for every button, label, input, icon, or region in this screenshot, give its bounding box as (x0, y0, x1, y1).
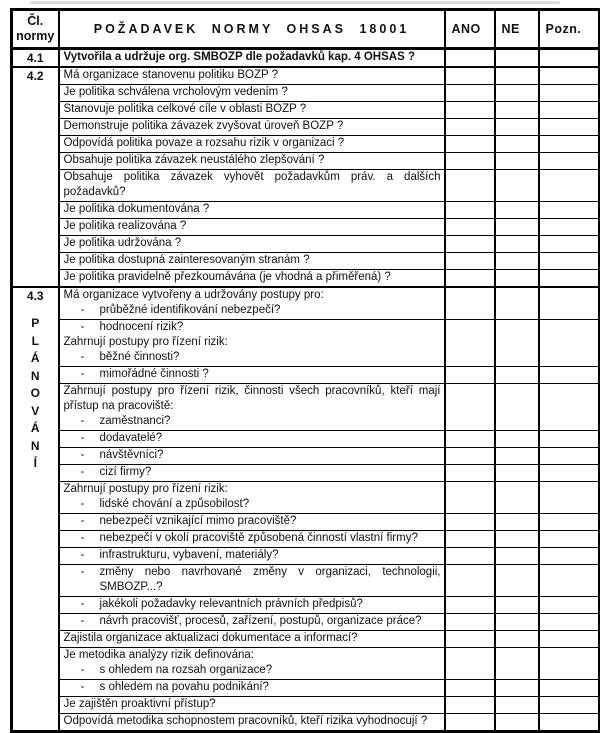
requirement-cell (59, 119, 445, 136)
requirement-line (64, 431, 441, 446)
requirement-cell (59, 219, 445, 236)
table-row (12, 448, 600, 465)
note-cell[interactable] (539, 270, 600, 288)
requirement-text: Je metodika analýzy rizik definována: (63, 649, 254, 661)
vertical-label-letter: N (30, 368, 40, 383)
ano-cell[interactable] (445, 219, 495, 236)
ne-cell[interactable] (495, 270, 539, 288)
note-cell[interactable] (539, 384, 600, 431)
requirement-text: změny nebo navrhované změny v organizaci, technologii, (99, 566, 441, 578)
bullet-dash: - (80, 466, 85, 478)
ano-cell[interactable] (445, 49, 495, 68)
vertical-label-letter: V (31, 403, 40, 418)
note-cell[interactable] (539, 697, 600, 714)
note-cell[interactable] (539, 170, 600, 202)
table-row (12, 270, 600, 288)
col-header-ano: ANO (445, 10, 495, 49)
requirement-text: SMBOZP...? (99, 581, 163, 593)
requirement-line (64, 270, 441, 285)
table-row (12, 153, 600, 170)
note-cell[interactable] (539, 119, 600, 136)
note-cell[interactable] (539, 236, 600, 253)
requirement-cell (59, 680, 445, 697)
requirement-line (64, 548, 441, 563)
ano-cell[interactable] (445, 531, 495, 548)
vertical-label-letter: O (30, 386, 40, 400)
table-row (12, 49, 600, 68)
ano-cell[interactable] (445, 548, 495, 565)
note-cell[interactable] (539, 287, 600, 320)
ano-cell[interactable] (445, 367, 495, 384)
note-cell[interactable] (539, 136, 600, 153)
requirement-text: Vytvořila a udržuje org. SMBOZP dle požadavků kap. 4 OHSAS ? (63, 51, 415, 63)
requirement-line (64, 303, 441, 318)
ano-cell[interactable] (445, 153, 495, 170)
vertical-label-letter: Á (30, 351, 40, 365)
requirement-cell (59, 85, 445, 102)
ne-cell[interactable] (495, 597, 539, 614)
table-row (12, 67, 600, 85)
requirement-line (64, 597, 441, 612)
requirement-cell (59, 548, 445, 565)
requirement-line (64, 697, 441, 712)
requirement-line (64, 202, 441, 217)
requirement-line (64, 614, 441, 629)
requirement-text: Zajistila organizace aktualizaci dokumentace a informací? (63, 632, 358, 644)
ne-cell[interactable] (495, 49, 539, 68)
requirement-cell (59, 49, 445, 68)
requirement-line (64, 663, 441, 678)
requirement-line (64, 153, 441, 168)
ne-cell[interactable] (495, 697, 539, 714)
bullet-dash: - (80, 664, 85, 676)
requirement-line (64, 714, 441, 729)
ne-cell[interactable] (495, 614, 539, 631)
ano-cell[interactable] (445, 67, 495, 85)
note-cell[interactable] (539, 565, 600, 597)
table-row (12, 219, 600, 236)
ano-cell[interactable] (445, 320, 495, 367)
requirement-text: Je politika dostupná zainteresovaným stranám ? (63, 254, 310, 266)
ne-cell[interactable] (495, 253, 539, 270)
requirement-text: Zahrnují postupy pro řízení rizik: (63, 336, 228, 348)
requirement-text: Je politika udržována ? (63, 237, 182, 249)
ne-cell[interactable] (495, 287, 539, 320)
requirement-cell (59, 320, 445, 367)
table-row (12, 614, 600, 631)
section-number-cell (12, 287, 59, 732)
vertical-label-letter: P (31, 316, 40, 330)
bullet-dash: - (80, 615, 85, 627)
requirement-line (64, 465, 441, 480)
table-row (12, 102, 600, 119)
table-row (12, 320, 600, 367)
ano-cell[interactable] (445, 85, 495, 102)
requirement-text: s ohledem na povahu podnikání? (99, 681, 269, 693)
ne-cell[interactable] (495, 631, 539, 648)
bullet-dash: - (80, 549, 85, 561)
vertical-label-letter: L (31, 333, 39, 348)
requirement-text: návrh pracovišť, procesů, zařízení, postupů, organizace práce? (99, 615, 422, 627)
col-header-requirement: POŽADAVEK NORMY OHSAS 18001 (59, 10, 445, 49)
table-row (12, 714, 600, 732)
note-cell[interactable] (539, 482, 600, 514)
requirement-line (64, 219, 441, 234)
note-cell[interactable] (539, 514, 600, 531)
section-number: 4.2 (26, 69, 44, 83)
requirement-line (64, 580, 441, 595)
ano-cell[interactable] (445, 270, 495, 288)
note-cell[interactable] (539, 367, 600, 384)
requirement-cell (59, 236, 445, 253)
requirement-text: požadavků? (63, 186, 126, 198)
ano-cell[interactable] (445, 170, 495, 202)
requirement-text: Odpovídá politika povaze a rozsahu rizik v organizaci ? (63, 137, 345, 149)
requirement-cell (59, 482, 445, 514)
ano-cell[interactable] (445, 448, 495, 465)
table-row (12, 631, 600, 648)
col-header-norm (12, 10, 59, 49)
bullet-dash: - (80, 432, 85, 444)
ne-cell[interactable] (495, 548, 539, 565)
note-cell[interactable] (539, 531, 600, 548)
requirement-cell (59, 153, 445, 170)
requirement-line (64, 414, 441, 429)
bullet-dash: - (80, 351, 85, 363)
ano-cell[interactable] (445, 482, 495, 514)
ano-cell[interactable] (445, 697, 495, 714)
note-cell[interactable] (539, 631, 600, 648)
section-number-cell (12, 67, 59, 287)
requirement-text: nebezpečí v okolí pracoviště způsobená činností vlastní firmy? (99, 532, 418, 544)
requirement-cell (59, 170, 445, 202)
note-cell[interactable] (539, 85, 600, 102)
note-cell[interactable] (539, 202, 600, 219)
ne-cell[interactable] (495, 384, 539, 431)
requirement-cell (59, 465, 445, 482)
bullet-dash: - (80, 498, 85, 510)
table-row (12, 119, 600, 136)
requirement-text: jakékoli požadavky relevantních právních předpisů? (99, 598, 363, 610)
requirement-text: Zahrnují postupy pro řízení rizik: (63, 483, 228, 495)
requirement-line (64, 648, 441, 663)
requirement-cell (59, 648, 445, 680)
requirement-line (64, 102, 441, 117)
requirement-text: infrastrukturu, vybavení, materiály? (99, 549, 279, 561)
note-cell[interactable] (539, 67, 600, 85)
requirement-cell (59, 431, 445, 448)
requirement-text: mimořádné činnosti ? (99, 368, 209, 380)
table-row (12, 85, 600, 102)
table-row (12, 531, 600, 548)
bullet-dash: - (80, 321, 85, 333)
requirement-line (64, 119, 441, 134)
col-header-pozn: Pozn. (539, 10, 600, 49)
requirement-line (64, 136, 441, 151)
ano-cell[interactable] (445, 384, 495, 431)
table-row (12, 367, 600, 384)
ne-cell[interactable] (495, 170, 539, 202)
requirement-text: běžné činnosti? (99, 351, 180, 363)
requirement-line (64, 482, 441, 497)
requirement-text: Je politika pravidelně přezkoumávána (je vhodná a přiměřená) ? (63, 271, 391, 283)
ne-cell[interactable] (495, 648, 539, 680)
requirement-line (64, 448, 441, 463)
requirement-cell (59, 514, 445, 531)
ne-cell[interactable] (495, 67, 539, 85)
requirement-cell (59, 714, 445, 732)
requirement-line (64, 68, 441, 83)
requirement-cell (59, 448, 445, 465)
vertical-label-letter: N (30, 438, 40, 453)
ano-cell[interactable] (445, 597, 495, 614)
ano-cell[interactable] (445, 119, 495, 136)
requirement-text: s ohledem na rozsah organizace? (99, 664, 273, 676)
note-cell[interactable] (539, 431, 600, 448)
requirement-line (64, 531, 441, 546)
requirement-cell (59, 102, 445, 119)
requirement-text: Zahrnují postupy pro řízení rizik, činnosti všech pracovníků, kteří mají (63, 385, 441, 397)
note-cell[interactable] (539, 448, 600, 465)
section-vertical-label (13, 315, 58, 473)
ano-cell[interactable] (445, 202, 495, 219)
table-row (12, 548, 600, 565)
requirement-cell (59, 67, 445, 85)
ne-cell[interactable] (495, 465, 539, 482)
vertical-label-letter: Í (33, 456, 37, 470)
ne-cell[interactable] (495, 236, 539, 253)
col-header-ne: NE (495, 10, 539, 49)
requirement-text: cizí firmy? (99, 466, 152, 478)
requirement-line (64, 367, 441, 382)
table-row (12, 482, 600, 514)
ne-cell[interactable] (495, 448, 539, 465)
requirement-line (64, 399, 441, 414)
table-row (12, 431, 600, 448)
section-number: 4.3 (26, 289, 44, 303)
requirement-text: průběžné identifikování nebezpečí? (99, 304, 281, 316)
requirement-text: Je politika realizována ? (63, 220, 187, 232)
ne-cell[interactable] (495, 565, 539, 597)
requirement-text: Stanovuje politika celkové cíle v oblasti BOZP ? (63, 103, 307, 115)
requirement-line (64, 170, 441, 185)
ne-cell[interactable] (495, 219, 539, 236)
ne-cell[interactable] (495, 136, 539, 153)
ne-cell[interactable] (495, 119, 539, 136)
requirement-line (64, 236, 441, 251)
requirement-cell (59, 287, 445, 320)
ne-cell[interactable] (495, 482, 539, 514)
requirement-line (64, 384, 441, 399)
bullet-dash: - (80, 681, 85, 693)
section-number-cell (12, 49, 59, 68)
requirement-text: Je politika schválena vrcholovým vedením ? (63, 86, 288, 98)
note-cell[interactable] (539, 253, 600, 270)
col-header-norm-line2: normy (16, 29, 55, 43)
requirement-line (64, 631, 441, 646)
requirement-text: Má organizace vytvořeny a udržovány postupy pro: (63, 289, 324, 301)
table-row (12, 697, 600, 714)
table-row (12, 136, 600, 153)
requirement-line (64, 85, 441, 100)
table-row (12, 465, 600, 482)
ano-cell[interactable] (445, 631, 495, 648)
requirement-line (64, 350, 441, 365)
bullet-dash: - (80, 415, 85, 427)
requirement-cell (59, 614, 445, 631)
requirement-text: Odpovídá metodika schopnostem pracovníků, kteří rizika vyhodnocují ? (63, 715, 428, 727)
requirement-line (64, 497, 441, 512)
requirement-cell (59, 270, 445, 288)
ne-cell[interactable] (495, 202, 539, 219)
ano-cell[interactable] (445, 514, 495, 531)
ne-cell[interactable] (495, 102, 539, 119)
requirement-line (64, 565, 441, 580)
ne-cell[interactable] (495, 431, 539, 448)
requirement-line (64, 514, 441, 529)
table-row (12, 565, 600, 597)
requirement-line (64, 185, 441, 200)
requirement-text: lidské chování a způsobilost? (99, 498, 250, 510)
ohsas-checklist-table (10, 8, 600, 733)
ano-cell[interactable] (445, 236, 495, 253)
note-cell[interactable] (539, 102, 600, 119)
table-row (12, 514, 600, 531)
ano-cell[interactable] (445, 253, 495, 270)
ne-cell[interactable] (495, 531, 539, 548)
header-row (12, 10, 600, 49)
requirement-cell (59, 384, 445, 431)
requirement-cell (59, 531, 445, 548)
requirement-line (64, 680, 441, 695)
ano-cell[interactable] (445, 465, 495, 482)
note-cell[interactable] (539, 153, 600, 170)
requirement-text: přístup na pracoviště: (63, 400, 174, 412)
note-cell[interactable] (539, 320, 600, 367)
note-cell[interactable] (539, 597, 600, 614)
table-row (12, 384, 600, 431)
ano-cell[interactable] (445, 680, 495, 697)
table-row (12, 287, 600, 320)
ne-cell[interactable] (495, 367, 539, 384)
ano-cell[interactable] (445, 648, 495, 680)
requirement-cell (59, 253, 445, 270)
requirement-text: návštěvníci? (99, 449, 164, 461)
requirement-line (64, 335, 441, 350)
table-row (12, 202, 600, 219)
ano-cell[interactable] (445, 102, 495, 119)
requirement-cell (59, 202, 445, 219)
requirement-line (64, 320, 441, 335)
table-row (12, 648, 600, 680)
table-row (12, 170, 600, 202)
requirement-text: zaměstnanci? (99, 415, 171, 427)
bullet-dash: - (80, 449, 85, 461)
ne-cell[interactable] (495, 514, 539, 531)
ano-cell[interactable] (445, 431, 495, 448)
requirement-line (64, 253, 441, 268)
vertical-label-letter: Á (30, 421, 40, 435)
table-row (12, 597, 600, 614)
bullet-dash: - (80, 515, 85, 527)
ano-cell[interactable] (445, 614, 495, 631)
requirement-text: Obsahuje politika závazek vyhovět požadavkům práv. a dalších (63, 171, 441, 183)
scan-artifact (30, 1, 560, 4)
requirement-text: Je zajištěn proaktivní přístup? (63, 698, 216, 710)
requirement-cell (59, 597, 445, 614)
ano-cell[interactable] (445, 287, 495, 320)
ano-cell[interactable] (445, 136, 495, 153)
requirement-text: hodnocení rizik? (99, 321, 184, 333)
requirement-cell (59, 367, 445, 384)
ne-cell[interactable] (495, 714, 539, 732)
note-cell[interactable] (539, 219, 600, 236)
requirement-text: Demonstruje politika závazek zvyšovat úroveň BOZP ? (63, 120, 344, 132)
ne-cell[interactable] (495, 680, 539, 697)
requirement-cell (59, 631, 445, 648)
bullet-dash: - (80, 304, 85, 316)
ne-cell[interactable] (495, 320, 539, 367)
ano-cell[interactable] (445, 565, 495, 597)
ne-cell[interactable] (495, 153, 539, 170)
note-cell[interactable] (539, 49, 600, 68)
note-cell[interactable] (539, 548, 600, 565)
requirement-text: Je politika dokumentována ? (63, 203, 210, 215)
note-cell[interactable] (539, 680, 600, 697)
bullet-dash: - (80, 532, 85, 544)
requirement-cell (59, 136, 445, 153)
bullet-dash: - (80, 598, 85, 610)
requirement-line (64, 288, 441, 303)
table-row (12, 253, 600, 270)
requirement-text: Má organizace stanovenu politiku BOZP ? (63, 69, 279, 81)
requirement-text: dodavatelé? (99, 432, 163, 444)
requirement-cell (59, 697, 445, 714)
table-row (12, 680, 600, 697)
col-header-norm-line1: Čl. (27, 14, 44, 28)
requirement-text: nebezpečí vznikající mimo pracoviště? (99, 515, 297, 527)
ano-cell[interactable] (445, 714, 495, 732)
table-row (12, 236, 600, 253)
section-number: 4.1 (26, 51, 44, 65)
bullet-dash: - (80, 368, 85, 380)
requirement-text: Obsahuje politika závazek neustálého zlepšování ? (63, 154, 325, 166)
bullet-dash: - (80, 566, 85, 578)
note-cell[interactable] (539, 614, 600, 631)
note-cell[interactable] (539, 648, 600, 680)
requirement-line (64, 50, 441, 65)
note-cell[interactable] (539, 465, 600, 482)
note-cell[interactable] (539, 714, 600, 732)
ne-cell[interactable] (495, 85, 539, 102)
requirement-cell (59, 565, 445, 597)
